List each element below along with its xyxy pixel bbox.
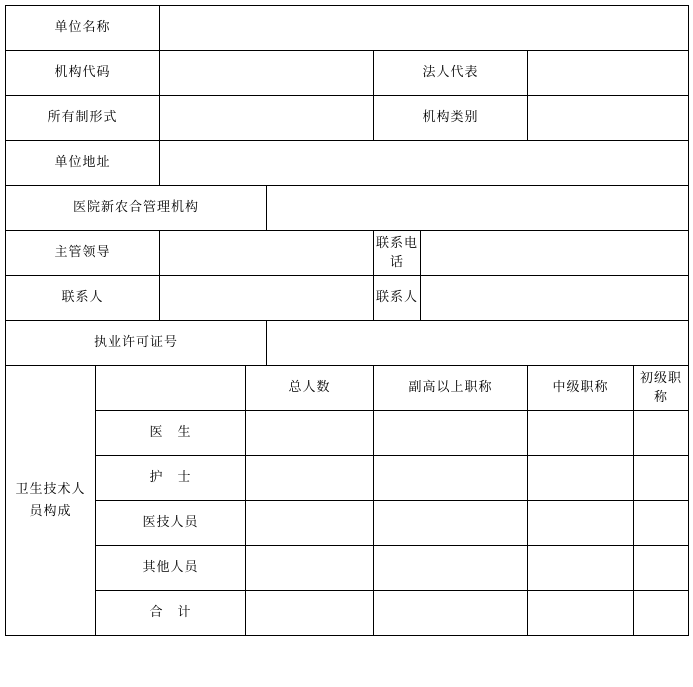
contact-person-label-1: 联系人 <box>6 276 160 321</box>
row-org-code <box>6 51 689 96</box>
doctor-total-cell[interactable] <box>246 411 374 456</box>
medtech-senior-cell[interactable] <box>374 501 528 546</box>
contact-person-field-1[interactable] <box>160 276 374 321</box>
total-junior-cell[interactable] <box>634 591 689 636</box>
org-code-field[interactable] <box>160 51 374 96</box>
row-doctor <box>6 411 689 456</box>
row-contact-person <box>6 276 689 321</box>
total-senior-cell[interactable] <box>374 591 528 636</box>
hospital-ncms-org-label: 医院新农合管理机构 <box>6 186 267 231</box>
row-staff-header <box>6 366 689 411</box>
total-total-cell[interactable] <box>246 591 374 636</box>
row-label-medtech: 医技人员 <box>96 501 246 546</box>
org-code-label: 机构代码 <box>6 51 160 96</box>
license-no-label: 执业许可证号 <box>6 321 267 366</box>
col-header-senior-title: 副高以上职称 <box>374 366 528 411</box>
row-medtech <box>6 501 689 546</box>
row-hospital-ncms-org <box>6 186 689 231</box>
contact-phone-field[interactable] <box>421 231 689 276</box>
license-no-field[interactable] <box>267 321 689 366</box>
medtech-intermediate-cell[interactable] <box>528 501 634 546</box>
col-header-total: 总人数 <box>246 366 374 411</box>
nurse-junior-cell[interactable] <box>634 456 689 501</box>
medtech-total-cell[interactable] <box>246 501 374 546</box>
supervisor-field[interactable] <box>160 231 374 276</box>
row-label-nurse: 护 士 <box>96 456 246 501</box>
row-unit-address <box>6 141 689 186</box>
staff-section-label: 卫生技术人员构成 <box>6 366 96 636</box>
row-label-doctor: 医 生 <box>96 411 246 456</box>
registration-form-table <box>5 5 689 636</box>
org-category-field[interactable] <box>528 96 689 141</box>
col-header-junior-title: 初级职称 <box>634 366 689 411</box>
nurse-intermediate-cell[interactable] <box>528 456 634 501</box>
hospital-ncms-org-field[interactable] <box>267 186 689 231</box>
staff-header-blank <box>96 366 246 411</box>
legal-rep-field[interactable] <box>528 51 689 96</box>
row-total <box>6 591 689 636</box>
medtech-junior-cell[interactable] <box>634 501 689 546</box>
supervisor-label: 主管领导 <box>6 231 160 276</box>
row-supervisor <box>6 231 689 276</box>
nurse-total-cell[interactable] <box>246 456 374 501</box>
unit-address-field[interactable] <box>160 141 689 186</box>
row-other-staff <box>6 546 689 591</box>
ownership-label: 所有制形式 <box>6 96 160 141</box>
row-ownership <box>6 96 689 141</box>
unit-name-field[interactable] <box>160 6 689 51</box>
unit-name-label: 单位名称 <box>6 6 160 51</box>
doctor-senior-cell[interactable] <box>374 411 528 456</box>
other-staff-intermediate-cell[interactable] <box>528 546 634 591</box>
contact-phone-label: 联系电话 <box>374 231 421 276</box>
other-staff-senior-cell[interactable] <box>374 546 528 591</box>
other-staff-junior-cell[interactable] <box>634 546 689 591</box>
doctor-junior-cell[interactable] <box>634 411 689 456</box>
unit-address-label: 单位地址 <box>6 141 160 186</box>
row-nurse <box>6 456 689 501</box>
contact-person-label-2: 联系人 <box>374 276 421 321</box>
legal-rep-label: 法人代表 <box>374 51 528 96</box>
ownership-field[interactable] <box>160 96 374 141</box>
nurse-senior-cell[interactable] <box>374 456 528 501</box>
col-header-intermediate-title: 中级职称 <box>528 366 634 411</box>
doctor-intermediate-cell[interactable] <box>528 411 634 456</box>
row-unit-name <box>6 6 689 51</box>
org-category-label: 机构类别 <box>374 96 528 141</box>
contact-person-field-2[interactable] <box>421 276 689 321</box>
row-license-no <box>6 321 689 366</box>
total-intermediate-cell[interactable] <box>528 591 634 636</box>
row-label-total: 合 计 <box>96 591 246 636</box>
row-label-other-staff: 其他人员 <box>96 546 246 591</box>
other-staff-total-cell[interactable] <box>246 546 374 591</box>
